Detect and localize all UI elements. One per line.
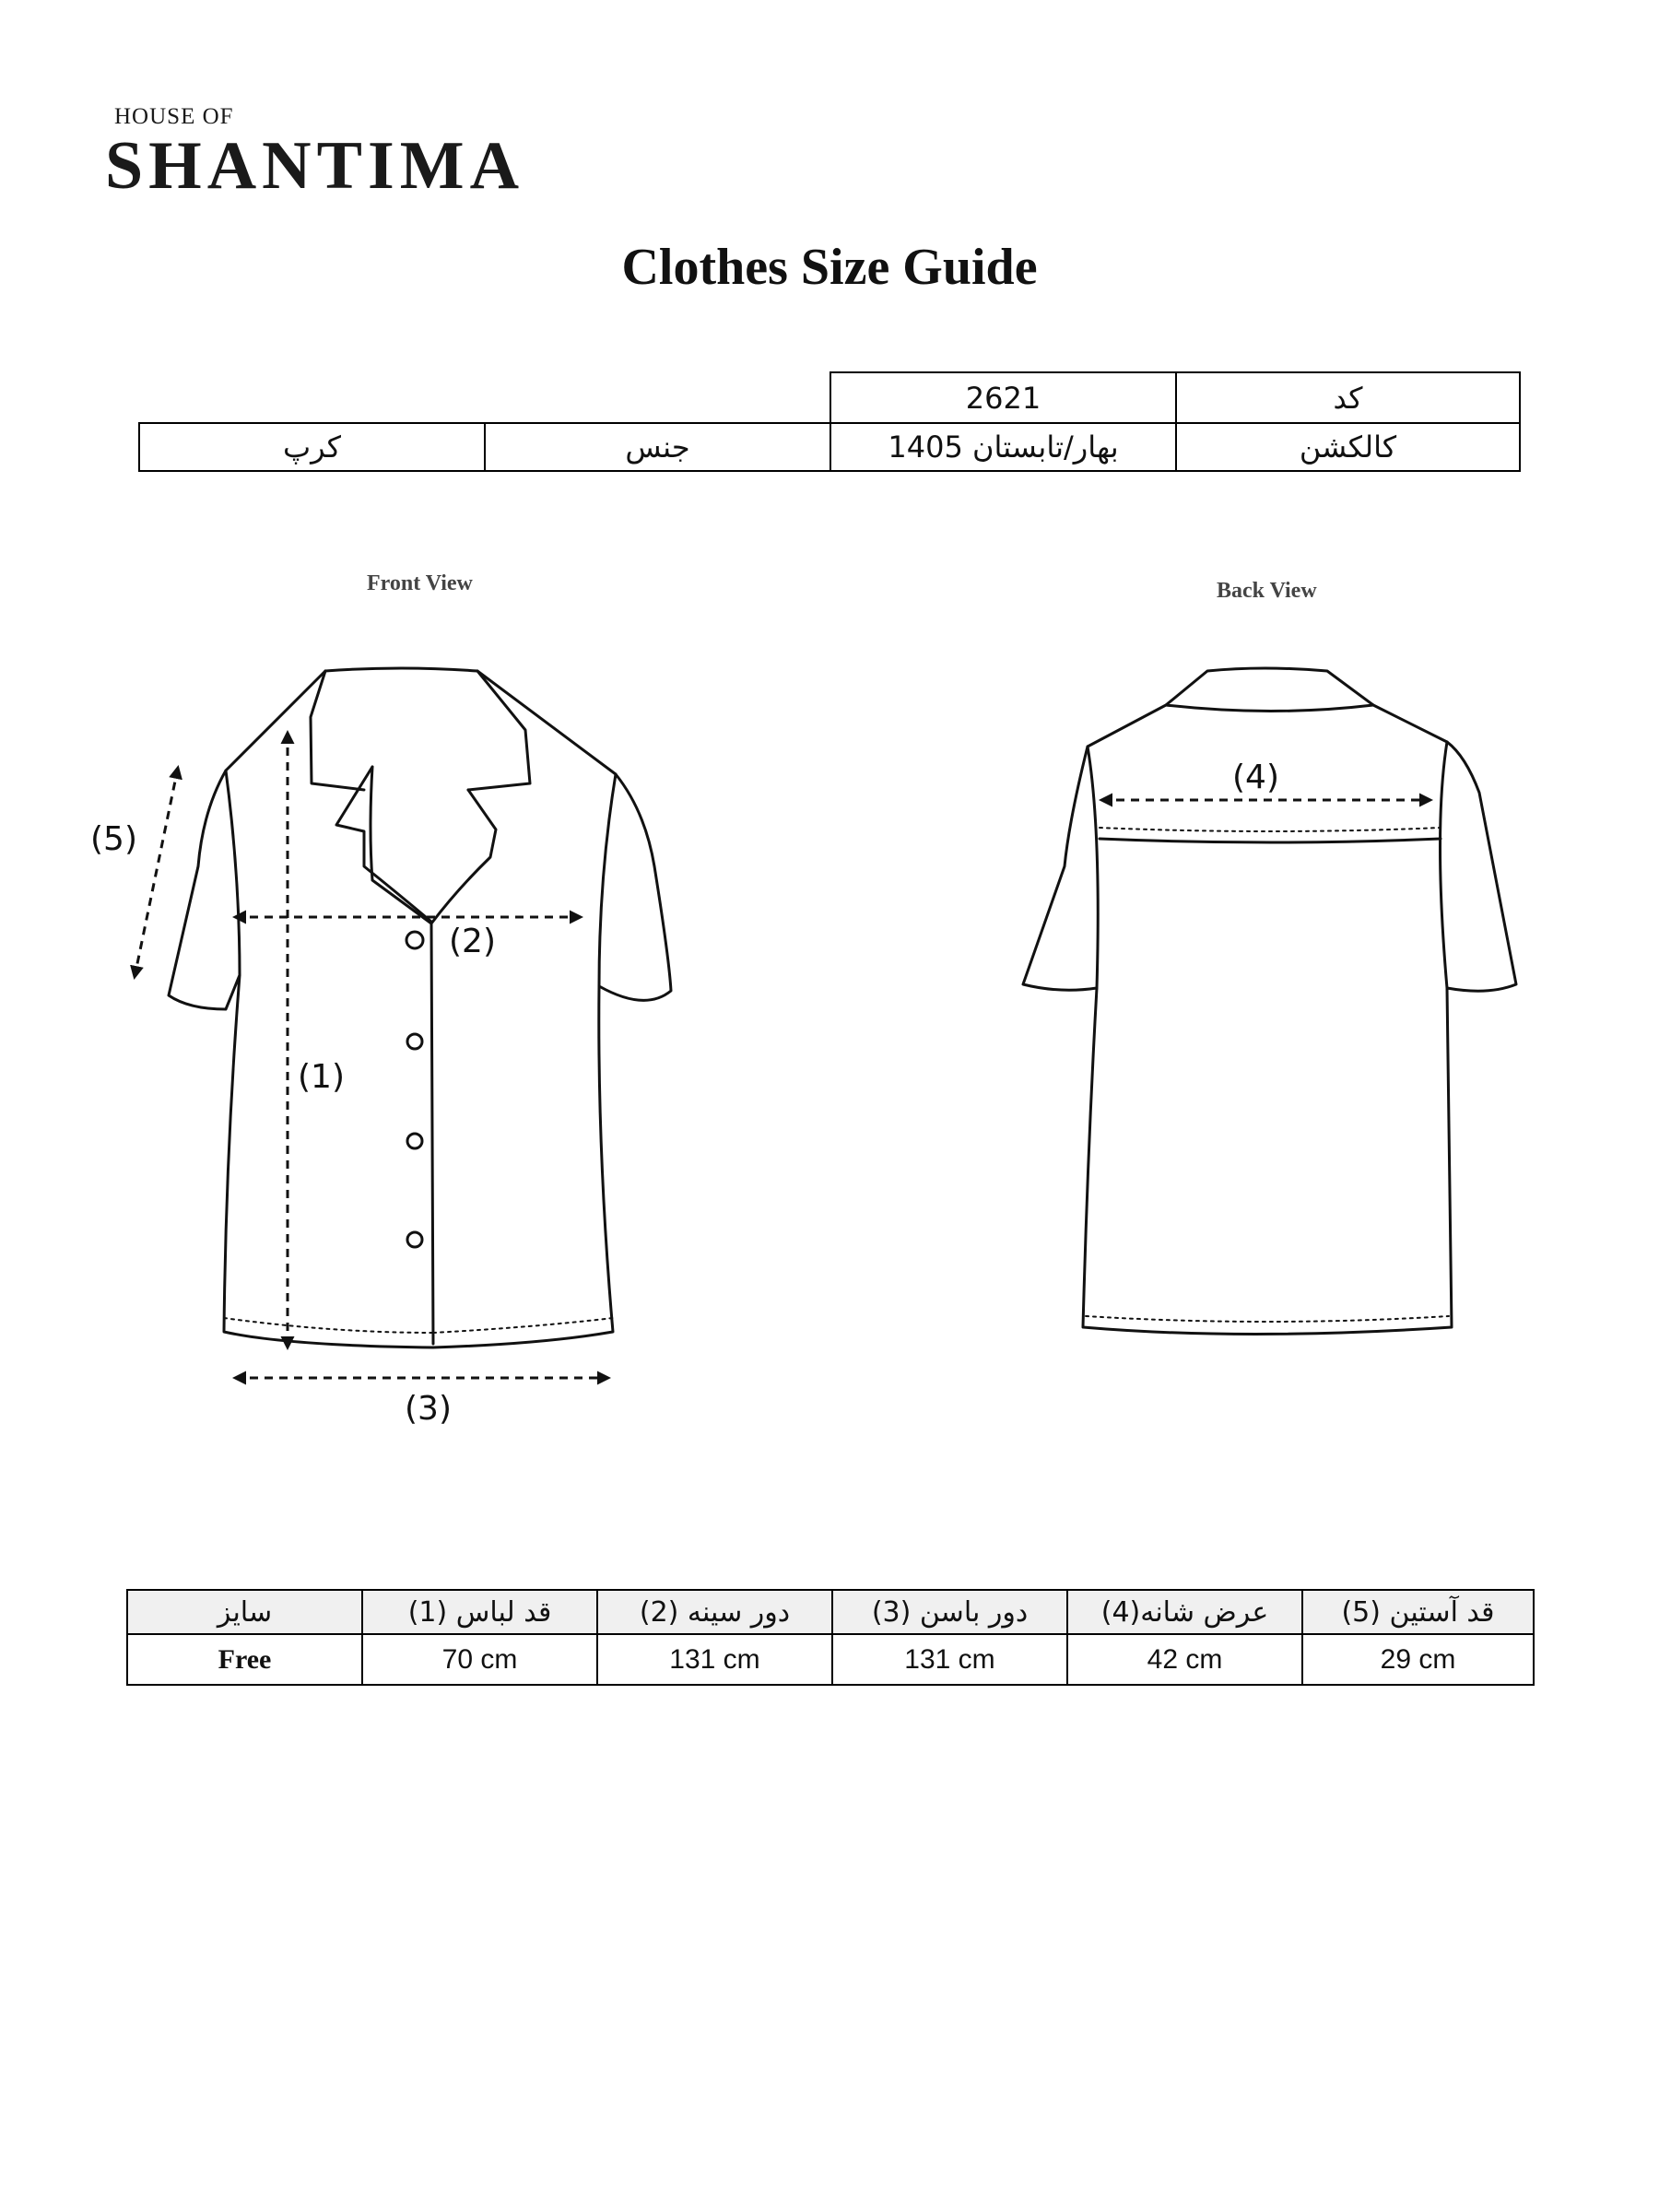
measure-label-1: (1) [298,1058,345,1096]
size-header-length: (1) قد لباس [361,1589,598,1635]
code-value: 2621 [830,371,1177,424]
chest-value: 131 cm [596,1633,833,1686]
sleeve-arrow [135,768,178,977]
length-value: 70 cm [361,1633,598,1686]
measure-label-2: (2) [449,923,496,960]
hip-value: 131 cm [831,1633,1068,1686]
size-header-sleeve-length: (5) قد آستین [1301,1589,1535,1635]
measure-label-4: (4) [1232,759,1279,796]
brand-logo-top-line: HOUSE OF [114,104,234,129]
measurement-arrows [135,733,1430,1378]
measure-label-3: (3) [405,1390,452,1428]
collection-value: بهار/تابستان 1405 [830,422,1177,472]
size-value: Free [126,1633,363,1686]
size-header-chest: (2) دور سینه [596,1589,833,1635]
size-header-sleeve: سایز [126,1589,363,1635]
brand-logo-name: SHANTIMA [105,128,525,204]
sleeve-value: 29 cm [1301,1633,1535,1686]
size-table [126,1589,1535,1686]
front-view-label: Front View [367,571,473,595]
size-header-shoulder: (4)عرض شانه [1066,1589,1303,1635]
code-label: کد [1175,371,1521,424]
shoulder-value: 42 cm [1066,1633,1303,1686]
collection-label: کالکشن [1175,422,1521,472]
size-header-hip: (3) دور باسن [831,1589,1068,1635]
front-shirt-drawing [169,668,671,1347]
material-value: کرپ [138,422,486,472]
measure-label-5: (5) [90,820,137,858]
back-view-label: Back View [1217,579,1317,603]
material-label: جنس [484,422,831,472]
page-title: Clothes Size Guide [621,239,1038,296]
